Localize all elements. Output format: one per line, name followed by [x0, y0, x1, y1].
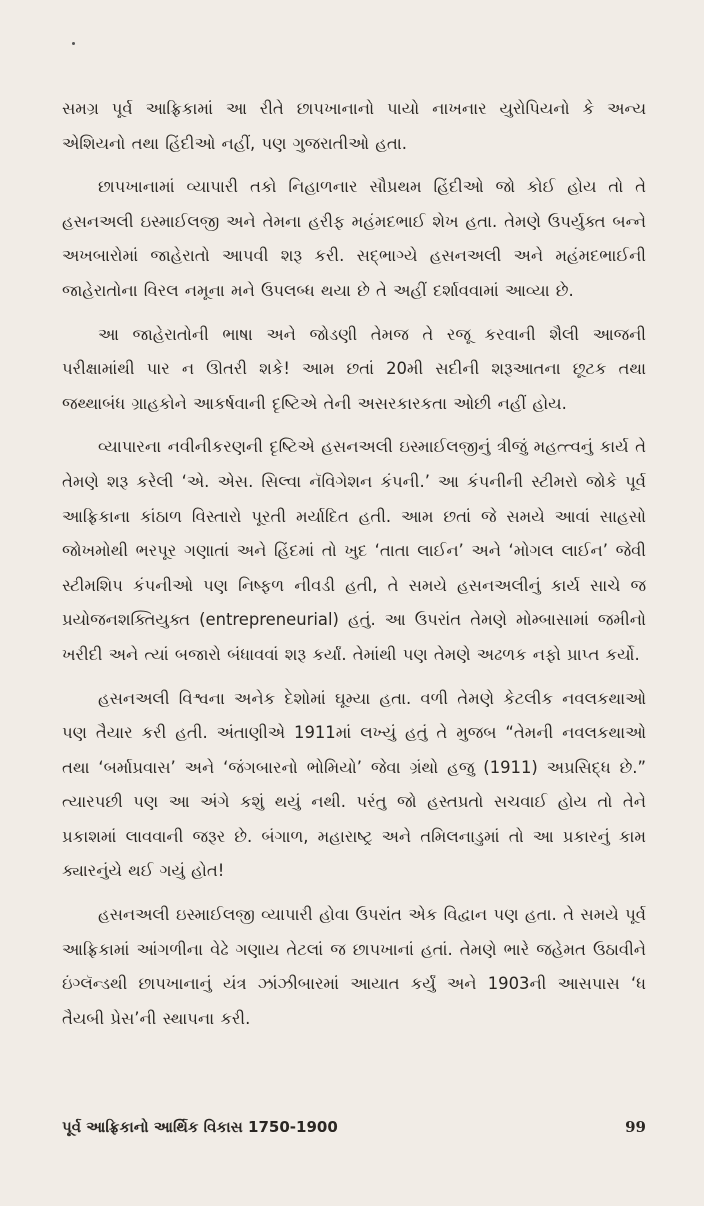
paragraph-5: હસનઅલી વિશ્વના અનેક દેશોમાં ઘૂમ્યા હતા. વળી તેમણે કેટલીક નવલકથાઓ પણ તૈયાર કરી હતી. અંતાણીએ 1911માં લખ્યું હતું તે મુજબ “તેમની નવલકથાઓ તથા ‘બર્માપ્રવાસ’ અને ‘જંગબારનો ભોમિયો’ જેવા ગ્રંથો હજુ (1911) અપ્રસિદ્ધ છે.” ત્યારપછી પણ આ અંગે કશું થયું નથી. પરંતુ જો હસ્તપ્રતો સચવાઈ હોય તો તેને પ્રકાશમાં લાવવાની જરૂર છે. બંગાળ, મહારાષ્ટ્ર અને તમિલનાડુમાં તો આ પ્રકારનું કામ ક્યારનુંયે થઈ ગયું હોત! [62, 688, 646, 881]
paragraph-2: છાપખાનામાં વ્યાપારી તકો નિહાળનાર સૌપ્રથમ હિંદીઓ જો કોઈ હોય તો તે હસનઅલી ઇસ્માઈલજી અને તેમના હરીફ મહંમદભાઈ શેખ હતા. તેમણે ઉપર્યુક્ત બન્ને અખબારોમાં જાહેરાતો આપવી શરૂ કરી. સદ્ભાગ્યે હસનઅલી અને મહંમદભાઈની જાહેરાતોના વિરલ નમૂના મને ઉપલબ્ધ થયા છે તે અહીં દર્શાવવામાં આવ્યા છે. [62, 177, 646, 300]
body-text [62, 92, 646, 1036]
paragraph-4: વ્યાપારના નવીનીકરણની દૃષ્ટિએ હસનઅલી ઇસ્માઈલજીનું ત્રીજું મહત્ત્વનું કાર્ય તે તેમણે શરૂ કરેલી ‘એ. એસ. સિલ્વા નૅવિગેશન કંપની.’ આ કંપનીની સ્ટીમરો જોકે પૂર્વ આફ્રિકાના કાંઠાળ વિસ્તારો પૂરતી મર્યાદિત હતી. આમ છતાં જે સમયે આવાં સાહસો જોખમોથી ભરપૂર ગણાતાં અને હિંદમાં તો ખુદ ‘તાતા લાઈન’ અને ‘મોગલ લાઈન’ જેવી સ્ટીમશિપ કંપનીઓ પણ નિષ્ફળ નીવડી હતી, તે સમયે હસનઅલીનું કાર્ય સાચે જ પ્રયોજનશક્તિયુક્ત (entrepreneurial) હતું. આ ઉપરાંત તેમણે મોમ્બાસામાં જમીનો ખરીદી અને ત્યાં બજારો બંધાવવાં શરૂ કર્યાં. તેમાંથી પણ તેમણે અઢળક નફો પ્રાપ્ત કર્યો. [62, 437, 646, 664]
paragraph-3: આ જાહેરાતોની ભાષા અને જોડણી તેમજ તે રજૂ કરવાની શૈલી આજની પરીક્ષામાંથી પાર ન ઊતરી શકે! આમ છતાં 20મી સદીની શરૂઆતના છૂટક તથા જથ્થાબંધ ગ્રાહકોને આકર્ષવાની દૃષ્ટિએ તેની અસરકારકતા ઓછી નહીં હોય. [62, 324, 646, 413]
page-footer [62, 1118, 646, 1136]
paragraph-6: હસનઅલી ઇસ્માઈલજી વ્યાપારી હોવા ઉપરાંત એક વિદ્વાન પણ હતા. તે સમયે પૂર્વ આફ્રિકામાં આંગળીના વેઢે ગણાય તેટલાં જ છાપખાનાં હતાં. તેમણે ભારે જહેમત ઉઠાવીને ઇંગ્લૅન્ડથી છાપખાનાનું યંત્ર ઝાંઝીબારમાં આયાત કર્યું અને 1903ની આસપાસ ‘ધ તૈયબી પ્રેસ’ની સ્થાપના કરી. [62, 905, 646, 1028]
running-title: પૂર્વ આફ્રિકાનો આર્થિક વિકાસ 1750-1900 [62, 1118, 338, 1136]
paragraph-1: સમગ્ર પૂર્વ આફ્રિકામાં આ રીતે છાપખાનાનો પાયો નાખનાર યુરોપિયનો કે અન્ય એશિયનો તથા હિંદીઓ નહીં, પણ ગુજરાતીઓ હતા. [62, 99, 646, 153]
page-mark [72, 42, 75, 45]
page-number: 99 [625, 1118, 646, 1136]
